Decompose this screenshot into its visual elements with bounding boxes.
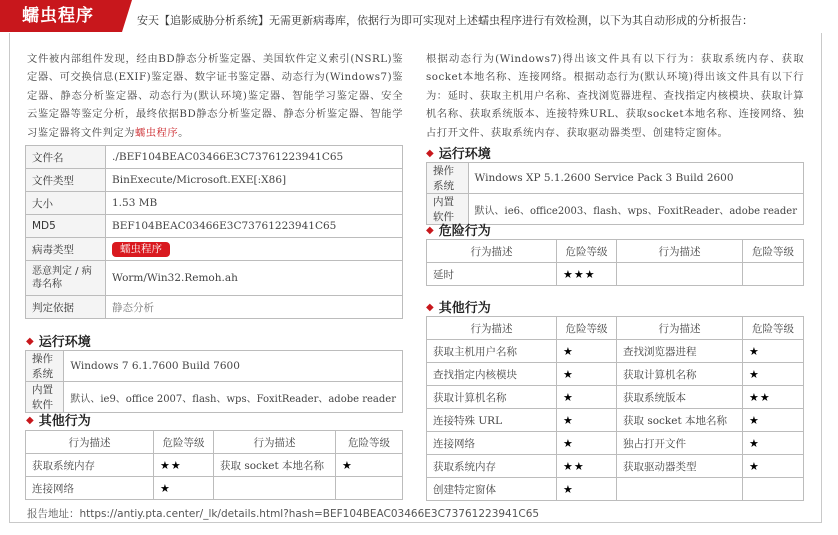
column-header: 危险等级 (557, 240, 617, 263)
file-info-value: 1.53 MB (106, 192, 403, 215)
virus-type-tag: 蠕虫程序 (112, 242, 170, 257)
column-header: 危险等级 (154, 431, 214, 454)
file-info-value: ./BEF104BEAC03466E3C73761223941C65 (106, 146, 403, 169)
danger-level: ★ (557, 432, 617, 455)
behavior-description: 获取计算机名称 (427, 386, 557, 409)
danger-level: ★ (743, 363, 804, 386)
report-url-label: 报告地址： (27, 508, 80, 520)
column-header: 行为描述 (427, 240, 557, 263)
file-info-table (25, 145, 403, 319)
right-danger-table (426, 239, 804, 286)
table-row (26, 382, 403, 413)
danger-level: ★ (154, 477, 214, 500)
intro-text: 安天【追影威胁分析系统】无需更新病毒库，依据行为即可实现对上述蠕虫程序进行有效检测，以下为其自动形成的分析报告： (137, 14, 753, 27)
column-header: 行为描述 (214, 431, 336, 454)
section-dot-icon: ◆ (426, 148, 434, 159)
behavior-description: 获取 socket 本地名称 (617, 409, 743, 432)
section-dot-icon: ◆ (26, 415, 34, 426)
table-row (427, 263, 804, 286)
left-other-title: ◆ 其他行为 (26, 414, 91, 429)
report-badge: 蠕虫程序 (0, 0, 122, 32)
summary-keyword: 蠕虫程序 (134, 126, 179, 139)
danger-level: ★ (743, 432, 804, 455)
left-env-table (25, 350, 403, 413)
table-row (26, 477, 403, 500)
behavior-description (617, 263, 743, 286)
env-os-label: 操作系统 (26, 351, 64, 382)
behavior-description: 延时 (427, 263, 557, 286)
env-software-label: 内置软件 (26, 382, 64, 413)
table-row (26, 169, 403, 192)
summary-end: 。 (178, 126, 189, 139)
section-dot-icon: ◆ (26, 336, 34, 347)
env-software-label: 内置软件 (427, 194, 469, 225)
left-env-title: ◆ 运行环境 (26, 335, 91, 350)
behavior-description: 连接网络 (26, 477, 154, 500)
file-info-label: 文件名 (26, 146, 106, 169)
right-other-table (426, 316, 804, 501)
section-dot-icon: ◆ (426, 302, 434, 313)
column-header: 行为描述 (427, 317, 557, 340)
danger-level: ★ (743, 340, 804, 363)
table-row (26, 261, 403, 296)
table-row (427, 478, 804, 501)
table-row (427, 363, 804, 386)
table-row (427, 409, 804, 432)
behavior-description: 连接网络 (427, 432, 557, 455)
danger-level: ★ (557, 386, 617, 409)
table-row (427, 455, 804, 478)
behavior-description: 获取 socket 本地名称 (214, 454, 336, 477)
column-header: 行为描述 (26, 431, 154, 454)
file-info-label: 大小 (26, 192, 106, 215)
right-other-title: ◆ 其他行为 (426, 301, 491, 316)
report-url-link[interactable]: https://antiy.pta.center/_lk/details.html?hash=BEF104BEAC03466E3C73761223941C65 (79, 508, 540, 520)
table-row (427, 340, 804, 363)
behavior-description: 连接特殊 URL (427, 409, 557, 432)
danger-level: ★★ (557, 455, 617, 478)
behavior-description (214, 477, 336, 500)
behavior-description: 获取系统版本 (617, 386, 743, 409)
danger-level: ★ (557, 409, 617, 432)
file-info-value: BEF104BEAC03466E3C73761223941C65 (106, 215, 403, 238)
danger-level (743, 263, 804, 286)
column-header: 危险等级 (336, 431, 403, 454)
danger-level: ★★★ (557, 263, 617, 286)
env-software-value: 默认、ie9、office 2007、flash、wps、FoxitReader、adobe reader (64, 382, 403, 413)
danger-level: ★ (557, 340, 617, 363)
table-row (26, 215, 403, 238)
behavior-description (617, 478, 743, 501)
behavior-description: 获取计算机名称 (617, 363, 743, 386)
table-row (26, 351, 403, 382)
table-header-row (427, 240, 804, 263)
right-env-table (426, 162, 804, 225)
table-row (26, 192, 403, 215)
behavior-description: 创建特定窗体 (427, 478, 557, 501)
table-row (26, 238, 403, 261)
file-info-value: Worm/Win32.Remoh.ah (106, 261, 403, 296)
table-header-row (26, 431, 403, 454)
behavior-description: 获取驱动器类型 (617, 455, 743, 478)
table-row (427, 432, 804, 455)
column-header: 危险等级 (743, 317, 804, 340)
behavior-description: 查找指定内核模块 (427, 363, 557, 386)
left-other-table (25, 430, 403, 500)
behavior-description: 获取系统内存 (26, 454, 154, 477)
file-info-label: 恶意判定 / 病毒名称 (26, 261, 106, 296)
file-info-label: MD5 (26, 215, 106, 238)
summary-text: 文件被内部组件发现，经由BD静态分析鉴定器、美国软件定义索引(NSRL)鉴定器、可交换信息(EXIF)鉴定器、数字证书鉴定器、动态行为(Windows7)鉴定器、静态分析鉴定器、动态行为(默认环境)鉴定器、智能学习鉴定器、安全云鉴定器等鉴定分析，最终依据BD静态分析鉴定器、静态分析鉴定器、智能学习鉴定器将文件判定为 (27, 53, 403, 139)
table-row (26, 454, 403, 477)
right-env-title: ◆ 运行环境 (426, 147, 491, 162)
table-row (26, 146, 403, 169)
env-os-value: Windows 7 6.1.7600 Build 7600 (64, 351, 403, 382)
column-header: 行为描述 (617, 317, 743, 340)
file-info-value (106, 238, 403, 261)
table-row (427, 163, 804, 194)
danger-level: ★ (743, 455, 804, 478)
behavior-description: 获取系统内存 (427, 455, 557, 478)
danger-level: ★★ (154, 454, 214, 477)
file-info-value: BinExecute/Microsoft.EXE[:X86] (106, 169, 403, 192)
file-info-value: 静态分析 (106, 296, 403, 319)
column-header: 危险等级 (557, 317, 617, 340)
danger-level: ★ (336, 454, 403, 477)
file-info-label: 文件类型 (26, 169, 106, 192)
report-url (27, 506, 539, 521)
danger-level: ★ (557, 363, 617, 386)
env-os-label: 操作系统 (427, 163, 469, 194)
right-danger-title: ◆ 危险行为 (426, 224, 491, 239)
file-info-label: 病毒类型 (26, 238, 106, 261)
column-header: 行为描述 (617, 240, 743, 263)
summary-paragraph (27, 50, 403, 142)
table-row (427, 386, 804, 409)
env-software-value: 默认、ie6、office2003、flash、wps、FoxitReader、adobe reader (468, 194, 804, 225)
danger-level: ★ (557, 478, 617, 501)
danger-level (743, 478, 804, 501)
table-row (26, 296, 403, 319)
section-dot-icon: ◆ (426, 225, 434, 236)
file-info-label: 判定依据 (26, 296, 106, 319)
danger-level: ★ (743, 409, 804, 432)
danger-level: ★★ (743, 386, 804, 409)
column-header: 危险等级 (743, 240, 804, 263)
danger-level (336, 477, 403, 500)
behavior-description: 独占打开文件 (617, 432, 743, 455)
table-header-row (427, 317, 804, 340)
env-os-value: Windows XP 5.1.2600 Service Pack 3 Build 2600 (468, 163, 804, 194)
right-intro-paragraph: 根据动态行为(Windows7)得出该文件具有以下行为：获取系统内存、获取socket本地名称、连接网络。根据动态行为(默认环境)得出该文件具有以下行为：延时、获取主机用户名称、查找浏览器进程、查找指定内核模块、获取计算机名称、获取系统版本、连接特殊URL、获取socket本地名称、连接网络、独占打开文件、获取系统内存、获取驱动器类型、创建特定窗体。 (426, 53, 804, 139)
behavior-description: 查找浏览器进程 (617, 340, 743, 363)
behavior-description: 获取主机用户名称 (427, 340, 557, 363)
